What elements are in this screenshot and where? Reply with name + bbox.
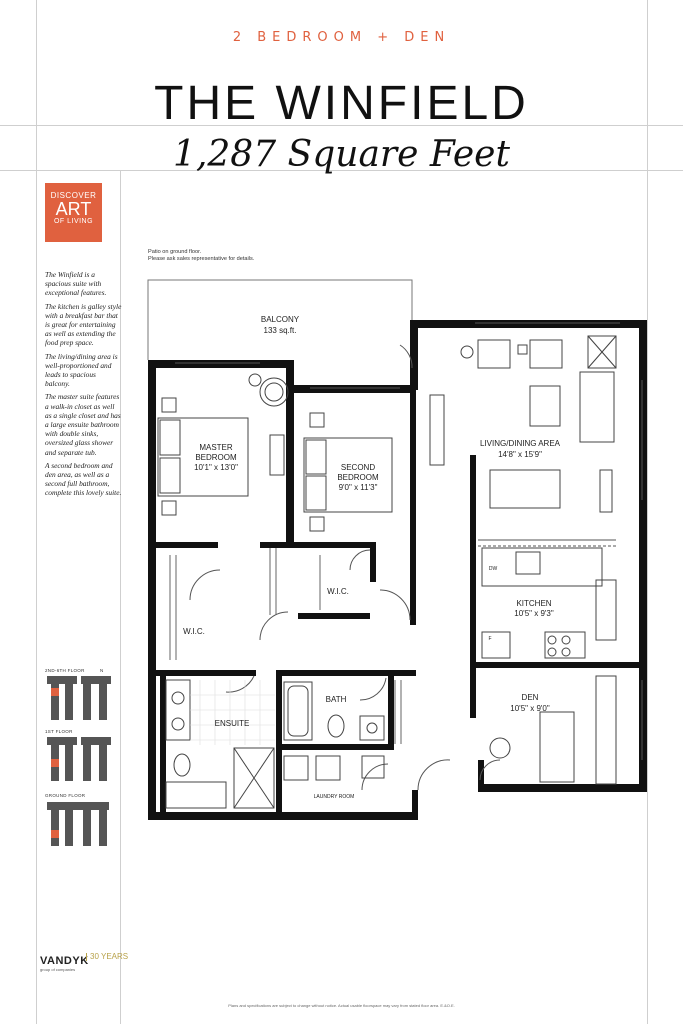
- page-title: THE WINFIELD: [154, 77, 529, 130]
- key-plan-label-2: 1ST FLOOR: [45, 729, 73, 734]
- fridge-label: F: [488, 636, 492, 642]
- laundry-label: LAUNDRY ROOM: [313, 794, 355, 800]
- master-label-1: MASTER: [199, 443, 233, 452]
- dw-label: DW: [488, 566, 498, 572]
- den-furniture: [490, 676, 616, 784]
- vandyk-subtitle: group of companies: [40, 967, 76, 972]
- living-size: 14'8" x 15'9": [498, 450, 542, 459]
- den-label: DEN: [521, 693, 539, 702]
- second-label-1: SECOND: [340, 463, 376, 472]
- logo-line1: DISCOVER: [50, 191, 97, 200]
- years-badge: 30 YEARS: [86, 953, 128, 961]
- vandyk-logo: VANDYK: [40, 955, 89, 967]
- description-paragraph: The living/dining area is well-proportioned and leads to spacious balcony.: [45, 351, 118, 389]
- unit-type-label: 2 BEDROOM + DEN: [232, 30, 451, 45]
- living-label: LIVING/DINING AREA: [479, 439, 561, 448]
- ensuite-label: ENSUITE: [214, 719, 250, 728]
- logo-line3: OF LIVING: [53, 218, 94, 225]
- disclaimer: Plans and specifications are subject to change without notice. Actual usable floorspace may vary from stated floor area. E.&O.E.: [228, 1003, 455, 1008]
- second-bed: [304, 413, 392, 531]
- second-size: 9'0" x 11'3": [338, 483, 378, 492]
- second-label-2: BEDROOM: [337, 473, 379, 482]
- plan-note-line1: Patio on ground floor.: [148, 249, 202, 255]
- north-label: N: [100, 668, 104, 673]
- unit-area: 1,287 Square Feet: [173, 134, 510, 175]
- wic-label-2: W.I.C.: [327, 587, 349, 596]
- description-paragraph: The kitchen is galley style with a breakfast bar that is great for entertaining as well as extending the food prep space.: [45, 301, 122, 348]
- master-size: 10'1" x 13'0": [194, 463, 238, 472]
- description-paragraph: A second bedroom and den area, as well as a second full bathroom, complete this lovely suite.: [45, 460, 122, 498]
- den-size: 10'5" x 9'0": [510, 704, 550, 713]
- key-plan-label-3: GROUND FLOOR: [45, 793, 86, 798]
- ensuite-tiles: [190, 680, 275, 745]
- kitchen-label: KITCHEN: [516, 599, 552, 608]
- wic-label-1: W.I.C.: [183, 627, 205, 636]
- logo-line2: ART: [55, 199, 92, 219]
- description-paragraph: The master suite features a walk-in closet as well as a single closet and has a large ensuite bathroom with double sinks, oversized glass shower and separate tub.: [45, 392, 121, 457]
- master-label-2: BEDROOM: [195, 453, 237, 462]
- plan-note-line2: Please ask sales representative for details.: [148, 256, 255, 262]
- description-paragraph: The Winfield is a spacious suite with exceptional features.: [45, 270, 107, 298]
- master-armchair: [249, 374, 288, 406]
- closet-shelves: [170, 548, 401, 744]
- key-plan-label-1: 2ND-6TH FLOOR: [45, 668, 85, 673]
- kitchen-size: 10'5" x 9'3": [514, 609, 554, 618]
- bath-label: BATH: [325, 695, 347, 704]
- walls: [148, 320, 647, 820]
- balcony-label: BALCONY: [260, 315, 300, 324]
- balcony-size: 133 sq.ft.: [263, 326, 297, 335]
- ensuite-fixtures: [166, 680, 274, 808]
